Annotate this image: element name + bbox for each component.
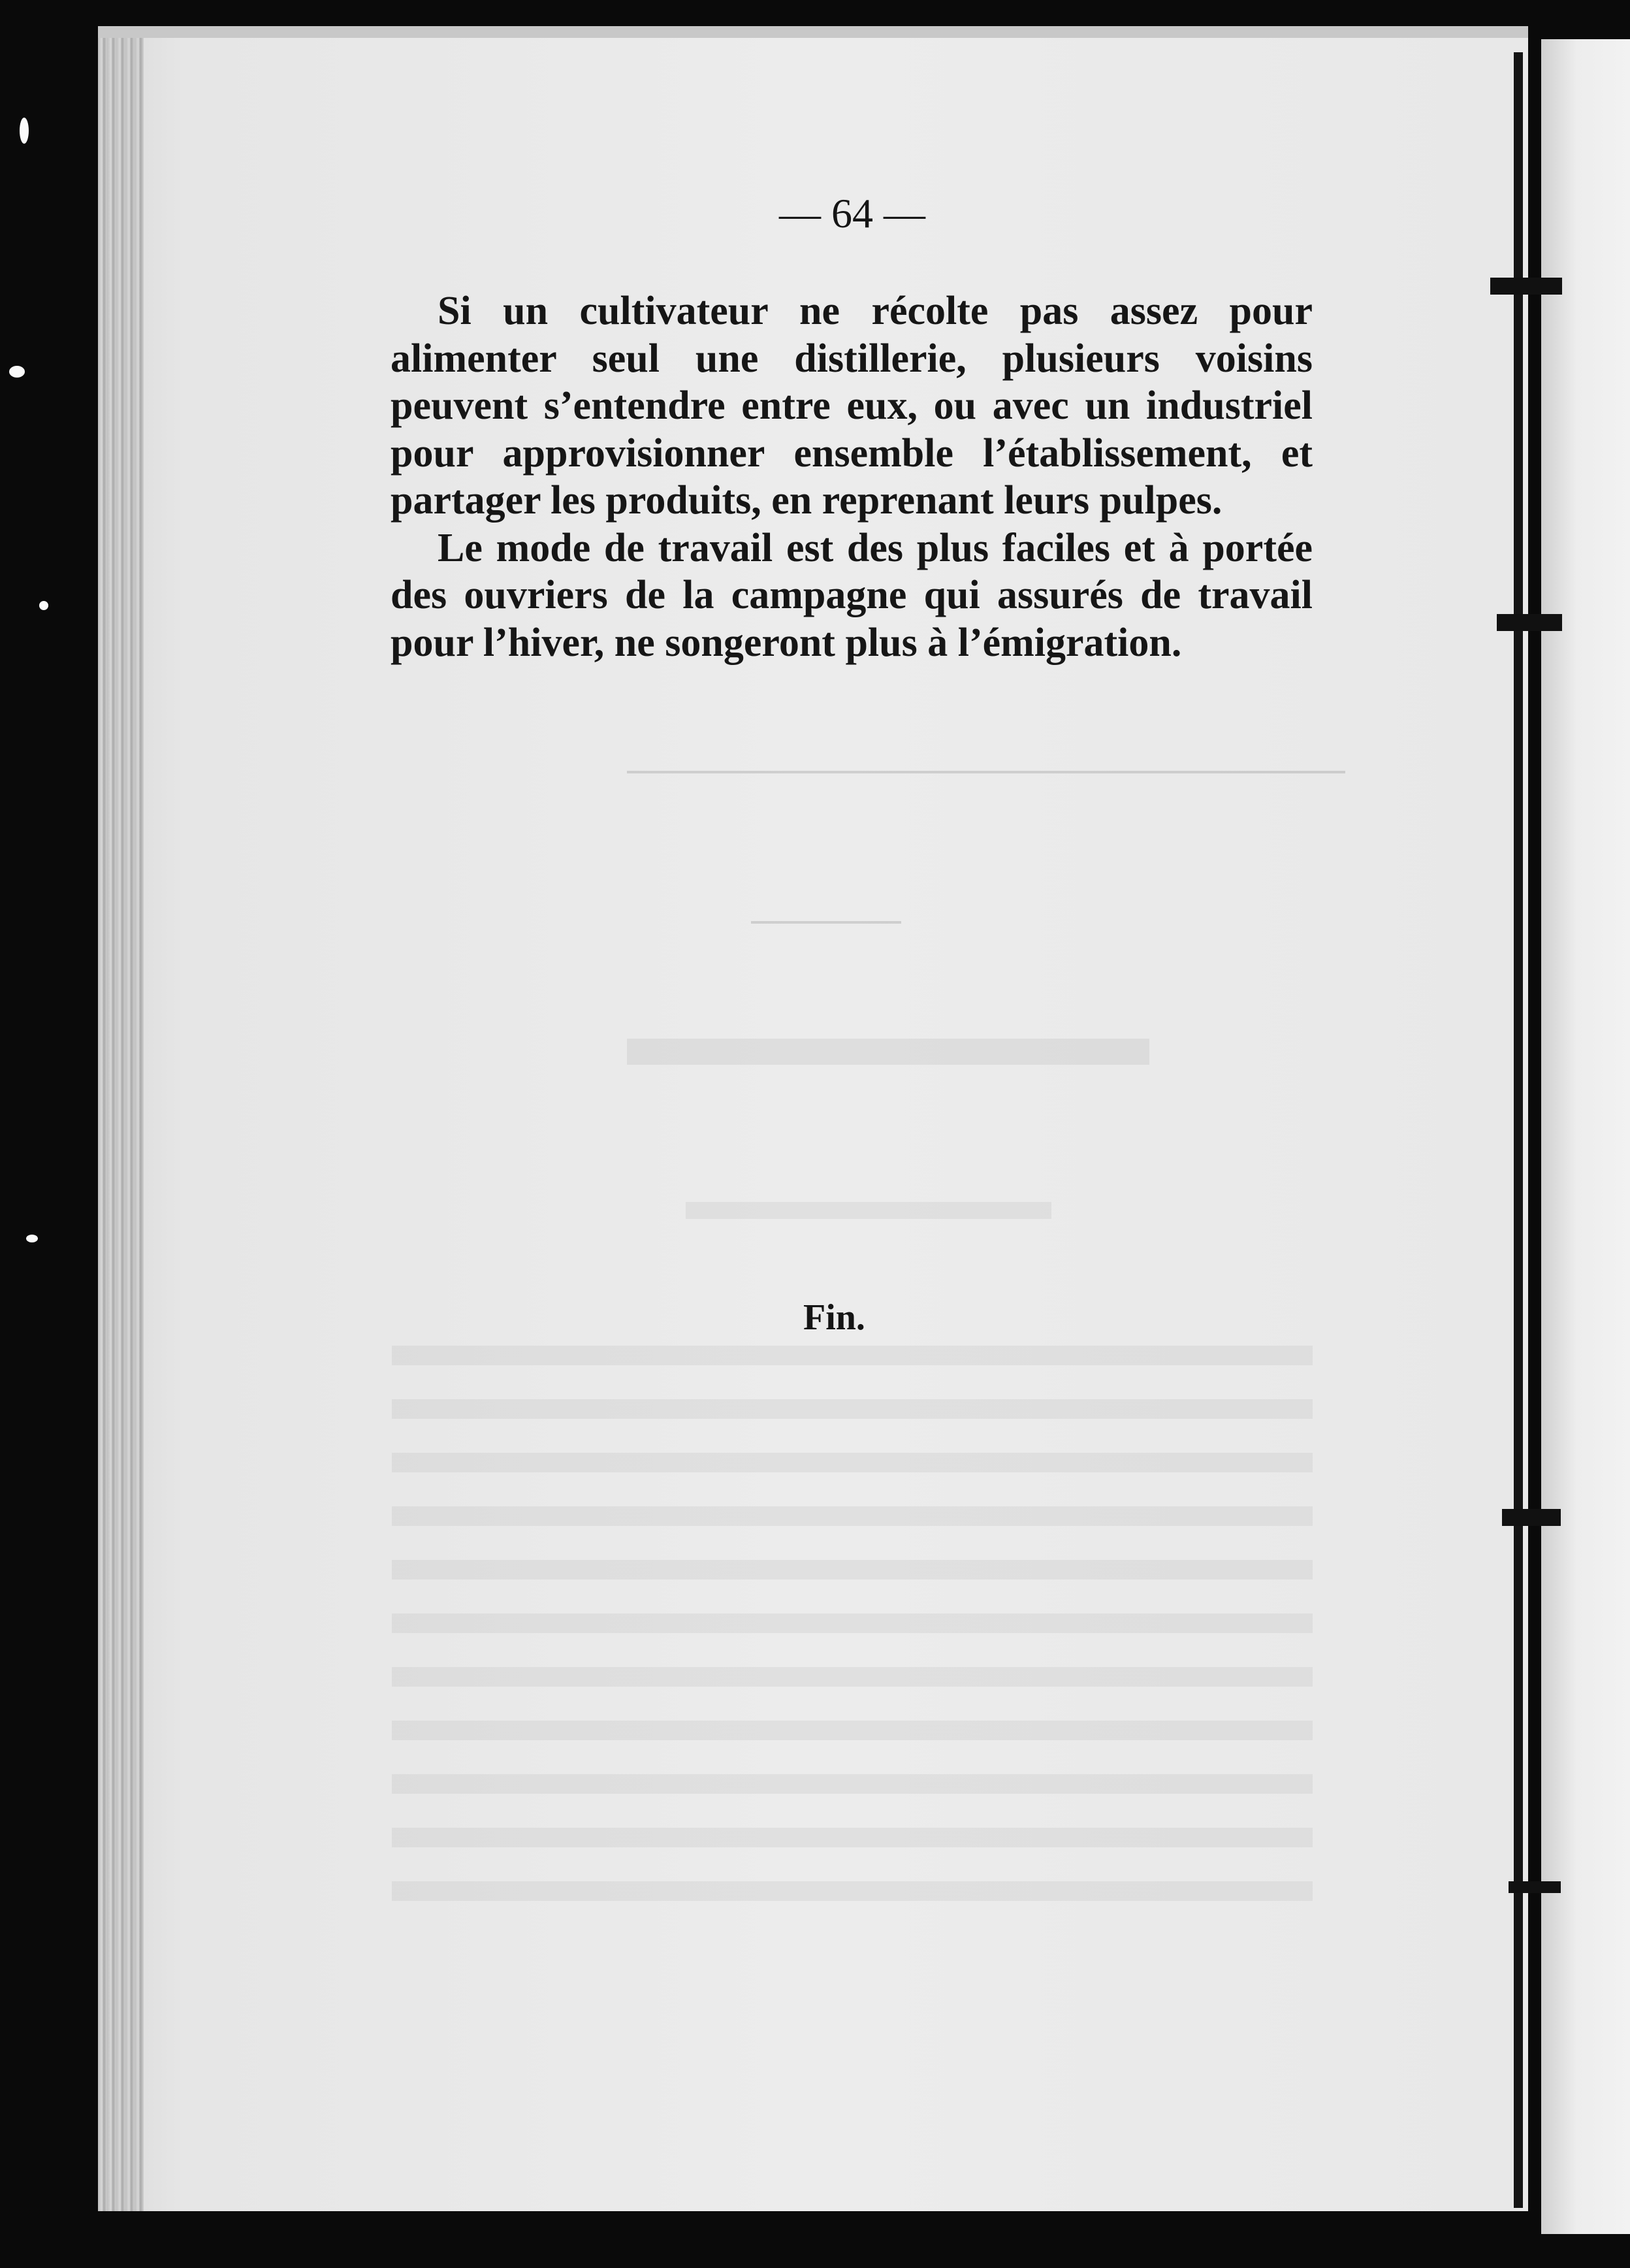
bleed-through-contents-lines [392, 1346, 1313, 1934]
bleed-through-subheading [686, 1202, 1051, 1219]
stitch-mark [1497, 614, 1562, 631]
scan-speck [20, 118, 29, 144]
page-top-edge [98, 26, 1528, 38]
right-page-sliver [1541, 39, 1630, 2234]
end-mark: Fin. [803, 1297, 865, 1338]
body-text [391, 287, 1313, 666]
stitch-mark [1509, 1881, 1561, 1893]
bleed-through-rule [751, 921, 901, 924]
scan-speck [26, 1235, 38, 1242]
stitch-mark [1490, 278, 1562, 295]
bleed-through-heading [627, 1039, 1149, 1065]
bleed-through-rule [627, 771, 1345, 773]
paragraph: Le mode de travail est des plus faciles et à portée des ouvriers de la campagne qui assurés de travail pour l’hiver, ne songeront plus à l’émigration. [391, 525, 1313, 665]
paragraph: Si un cultivateur ne récolte pas assez pour alimenter seul une distillerie, plusieurs voisins peuvent s’entendre entre eux, ou avec un industriel pour approvisionner ensemble l’établissement, et partager les produits, en reprenant leurs pulpes. [391, 289, 1313, 523]
page-stack-edge [98, 26, 144, 2211]
page-number: — 64 — [779, 190, 925, 236]
scan-speck [9, 366, 25, 378]
stitch-mark [1502, 1509, 1561, 1526]
scan-speck [39, 601, 48, 610]
